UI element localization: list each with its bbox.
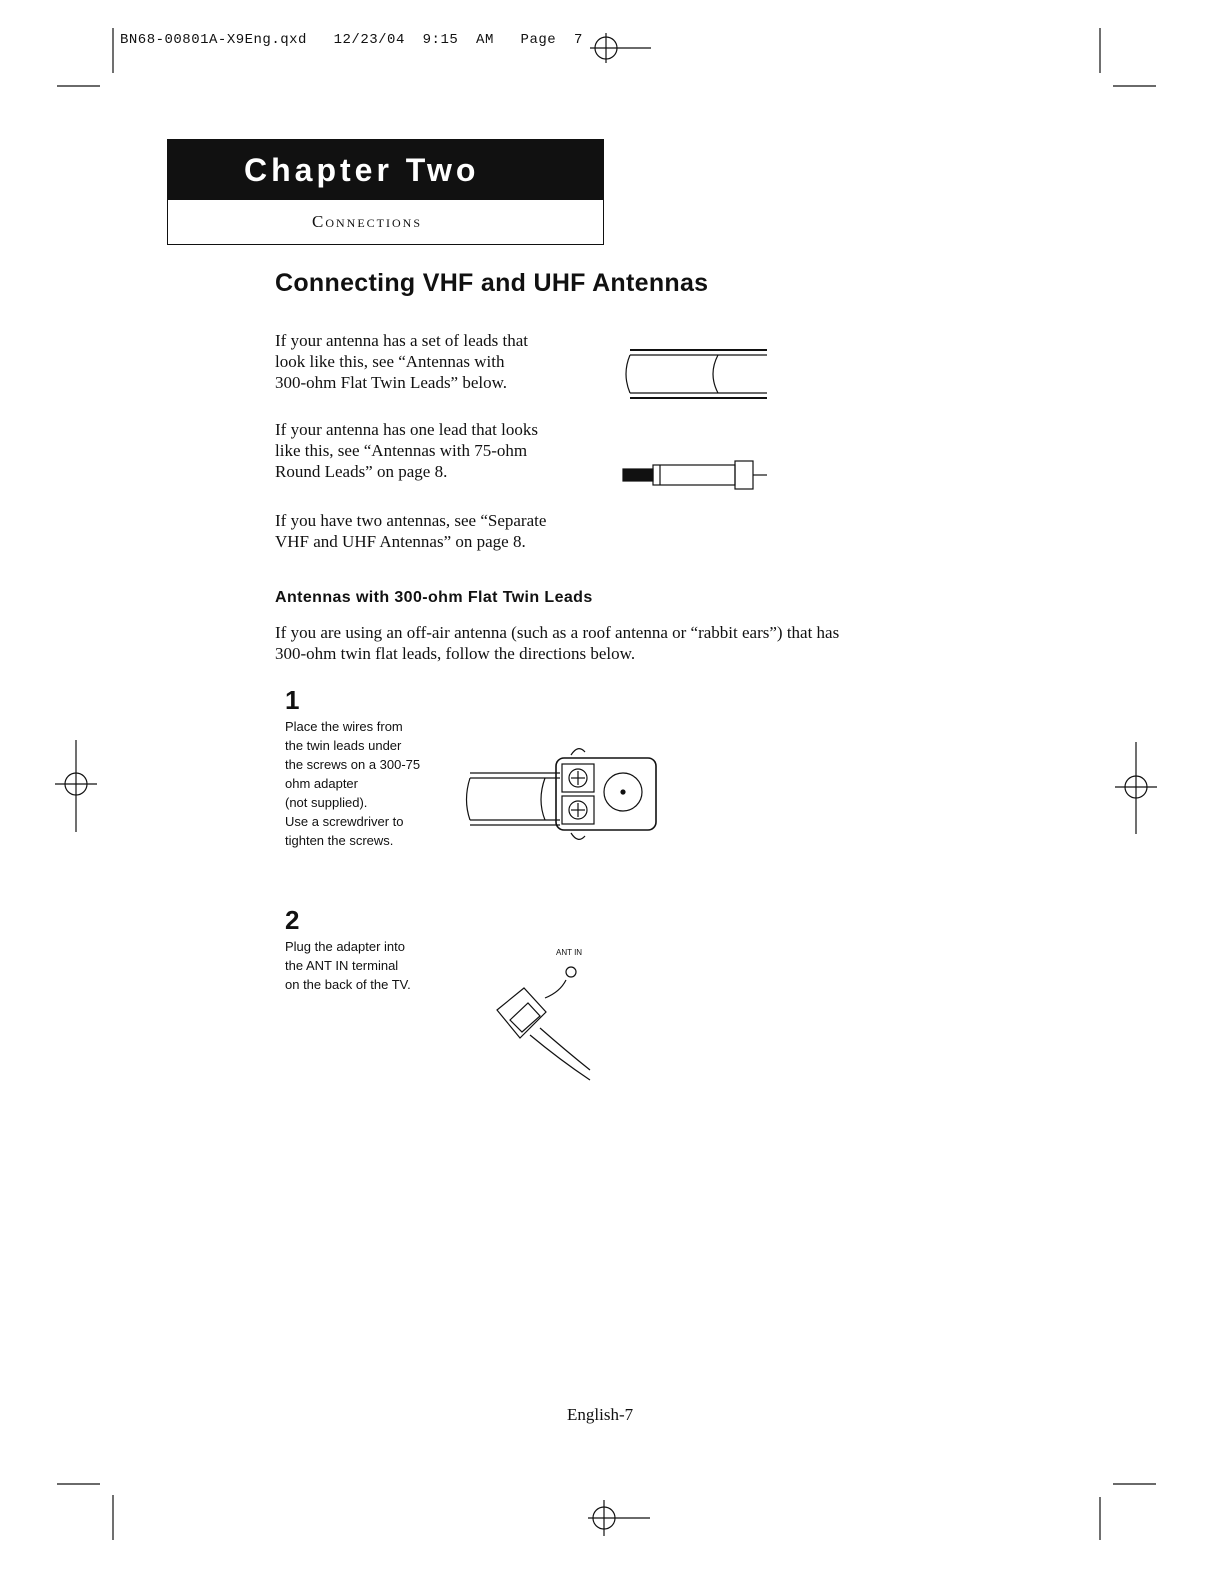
step-1-number: 1 bbox=[285, 685, 300, 715]
step-line: Use a screwdriver to bbox=[285, 814, 404, 829]
subsection-heading: Antennas with 300-ohm Flat Twin Leads bbox=[275, 589, 593, 606]
registration-mark-icon bbox=[588, 1500, 650, 1536]
round-lead-coax-icon bbox=[623, 461, 767, 489]
crop-mark-bottom-left bbox=[57, 1484, 113, 1540]
crop-mark-top-right bbox=[1100, 28, 1156, 86]
step-line: (not supplied). bbox=[285, 795, 368, 810]
registration-mark-icon bbox=[55, 740, 97, 832]
paragraph-line: 300-ohm Flat Twin Leads” below. bbox=[275, 373, 508, 392]
chapter-subtitle: Connections bbox=[312, 212, 423, 231]
twin-lead-cable-icon bbox=[626, 350, 767, 398]
paragraph-line: If your antenna has one lead that looks bbox=[275, 420, 538, 439]
step-line: the twin leads under bbox=[285, 738, 402, 753]
step-line: the ANT IN terminal bbox=[285, 958, 399, 973]
step-line: tighten the screws. bbox=[285, 833, 394, 848]
crop-mark-top-left bbox=[57, 28, 113, 86]
paragraph-line: Round Leads” on page 8. bbox=[275, 462, 448, 481]
page-footer: English-7 bbox=[567, 1405, 634, 1424]
step-line: Plug the adapter into bbox=[285, 939, 405, 954]
paragraph-line: VHF and UHF Antennas” on page 8. bbox=[275, 532, 526, 551]
registration-mark-icon bbox=[1115, 742, 1157, 834]
step-line: Place the wires from bbox=[285, 719, 403, 734]
ant-in-label: ANT IN bbox=[556, 948, 583, 957]
paragraph-line: like this, see “Antennas with 75-ohm bbox=[275, 441, 528, 460]
step-2-number: 2 bbox=[285, 905, 300, 935]
paragraph-line: If you have two antennas, see “Separate bbox=[275, 511, 547, 530]
crop-mark-bottom-right bbox=[1100, 1484, 1156, 1540]
registration-mark-icon bbox=[590, 33, 651, 63]
step-line: the screws on a 300-75 bbox=[285, 757, 421, 772]
print-slug: BN68-00801A-X9Eng.qxd 12/23/04 9:15 AM Page 7 bbox=[120, 32, 583, 48]
intro-line: If you are using an off-air antenna (such as a roof antenna or “rabbit ears”) that has bbox=[275, 623, 840, 642]
paragraph-line: look like this, see “Antennas with bbox=[275, 352, 505, 371]
intro-line: 300-ohm twin flat leads, follow the directions below. bbox=[275, 644, 636, 663]
paragraph-line: If your antenna has a set of leads that bbox=[275, 331, 529, 350]
chapter-title: Chapter Two bbox=[168, 140, 603, 200]
section-heading: Connecting VHF and UHF Antennas bbox=[275, 269, 709, 297]
adapter-300-75-ohm-icon bbox=[467, 749, 657, 840]
step-line: ohm adapter bbox=[285, 776, 358, 791]
step-line: on the back of the TV. bbox=[285, 977, 411, 992]
ant-in-plug-icon bbox=[497, 967, 590, 1080]
